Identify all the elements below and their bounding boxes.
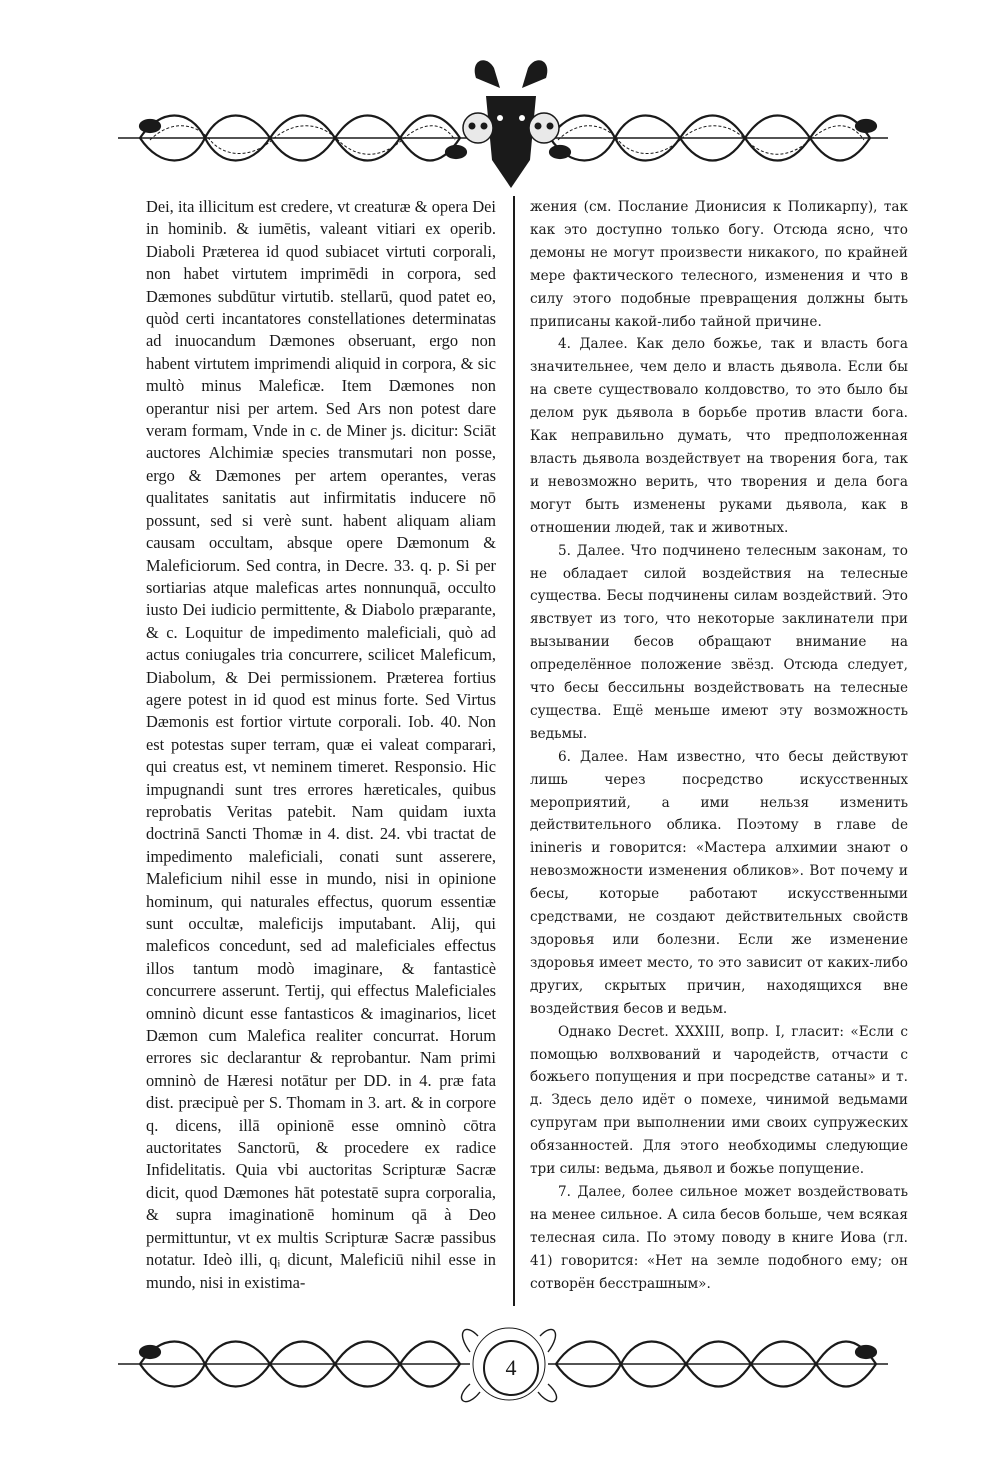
- skull-left-icon: [463, 113, 493, 143]
- latin-text-column: [146, 196, 496, 1294]
- russian-paragraph-decret: Однако Decret. XXXIII, вопр. I, гласит: «Если с помощью волхвований и чародейств, отчасти с божьего попущения и при посредстве сатаны» и т. д. Здесь дело идёт о помехе, чинимой ведьмами супругам при выполнении ими своих супружеских обязанностей. Для этого необходимы следующие три силы: ведьма, дьявол и божье попущение.: [530, 1023, 908, 1178]
- russian-paragraph-continuation: жения (см. Послание Дионисия к Поликарпу), так как это доступно только богу. Отсюда ясно, что демоны не могут произвести никакого, по крайней мере фактического телесного, изменения и что в силу этого подобные превращения должны быть приписаны какой-либо тайной причине.: [530, 199, 908, 330]
- russian-paragraph-6: 6. Далее. Нам известно, что бесы действуют лишь через посредство искусственных мероприятий, а ими нельзя изменить действительного облика. Поэтому в главе de inineris и говорится: «Мастера алхимии знают о невозможности изменения обликов». Вот почему и бесы, которые работают искусственными средствами, не создают действительных свойств здоровья или болезни. Если же изменение здоровья имеет место, то это зависит от каких-либо других, скрытых причин, находящихся вне воздействия бесов и ведьм.: [530, 748, 908, 1017]
- column-divider: [513, 196, 515, 1306]
- latin-paragraph: Dei, ita illicitum est credere, vt creaturæ & opera Dei in hominib. & iumētis, valeant vitiari ex operib. Diaboli Præterea id quod subiacet virtuti corporali, non habet virtutem imprimēdi in corpora, sed Dæmones subdūtur virtutib. stellarū, quod patet eo, quòd certi incantatores constellationes determinatas ad inuocandum Dæmones obseruant, ergo non habent virtutem imprimendi aliquid in corpora, & sic multò minus Maleficæ. Item Dæmones non operantur nisi per artem. Sed Ars non potest dare veram formam, Vnde in c. de Miner js. dicitur: Sciāt auctores Alchimiæ species transmutari non posse, ergo & Dæmones per artem operantes, veras qualitates sanitatis aut infirmitatis inducere nō possunt, sed si verè sunt. habent aliquam aliam causam occultam, absque opere Dæmonum & Maleficiorum. Sed contra, in Decre. 33. q. p. Si per sortiarias atque maleficas artes nonnunquā, occulto iusto Dei iudicio permittente, & Diabolo præparante, & c. Loquitur de impedimento maleficiali, quò ad actus coniugales tria concurrere, scilicet Maleficum, Diabolum, & Dei permissionem. Præterea fortius agere potest in id quod est minus forte. Sed Virtus Dæmonis est fortior virtute corporali. Iob. 40. Non est potestas super terram, quæ ei valeat comparari, qui creatus est, vt neminem timeret. Responsio. Hic impugnandi sunt tres errores hæreticales, quibus reprobatis Veritas patebit. Nam quidam iuxta doctrinā Sancti Thomæ in 4. dist. 24. vbi tractat de impedimento maleficiali, conati sunt asserere, Maleficium nihil esse in mundo, nisi in opinione hominum, qui naturales effectus, quorum essentiæ sunt occultæ, maleficijs imputabant. Alij, qui maleficos concedunt, sed ad maleficiales effectus illos tantum modò imaginare, & fantasticè concurrere asserunt. Tertij, qui effectus Maleficiales omninò dicunt esse fantasticos & imaginarios, licet Dæmon cum Malefica realiter concurrat. Horum errores sic declarantur & reprobantur. Nam primi omninò de Hæresi notātur per DD. in 4. præ fata dist. præcipuè per S. Thomam in 3. art. & in corpore q. dicens, illā opinionē esse omninò cōtra auctoritates Sanctorū, & procedere ex radice Infidelitatis. Quia vbi auctoritas Scripturæ Sacræ dicit, quod Dæmones hāt potestatē supra corporalia, & supra imaginationē hominum qā à Deo permittuntur, vt ex multis Scripturæ Sacræ passibus notatur. Ideò illi, qᵢ dicunt, Maleficiū nihil esse in mundo, nisi in existima-: [146, 197, 496, 1292]
- russian-paragraph-7: 7. Далее, более сильное может воздействовать на менее сильное. А сила бесов больше, чем всякая телесная сила. По этому поводу в книге Иова (гл. 41) говорится: «Нет на земле подобного ему; он сотворён бесстрашным».: [530, 1183, 908, 1292]
- header-ornament: [0, 48, 1000, 208]
- russian-paragraph-4: 4. Далее. Как дело божье, так и власть бога значительнее, чем дело и власть дьявола. Если бы на свете существовало колдовство, то это было бы делом рук дьявола в борьбе против власти бога. Как неправильно думать, что предположенная власть дьявола воздействует на творения бога, так и невозможно верить, что творения и дела бога могут быть изменены руками дьявола, как в отношении людей, так и животных.: [530, 336, 908, 536]
- russian-text-column: [530, 196, 908, 1296]
- page-number: 4: [483, 1340, 539, 1396]
- skull-right-icon: [529, 113, 559, 143]
- russian-paragraph-5: 5. Далее. Что подчинено телесным законам, то не обладает силой воздействия на телесные существа. Бесы подчинены силам воздействий. Это явствует из того, что некоторые заклинатели при вызывании бесов обращают внимание на определённое положение звёзд. Отсюда следует, что бесы бессильны воздействовать на телесные существа. Ещё меньше имеют эту возможность ведьмы.: [530, 542, 908, 742]
